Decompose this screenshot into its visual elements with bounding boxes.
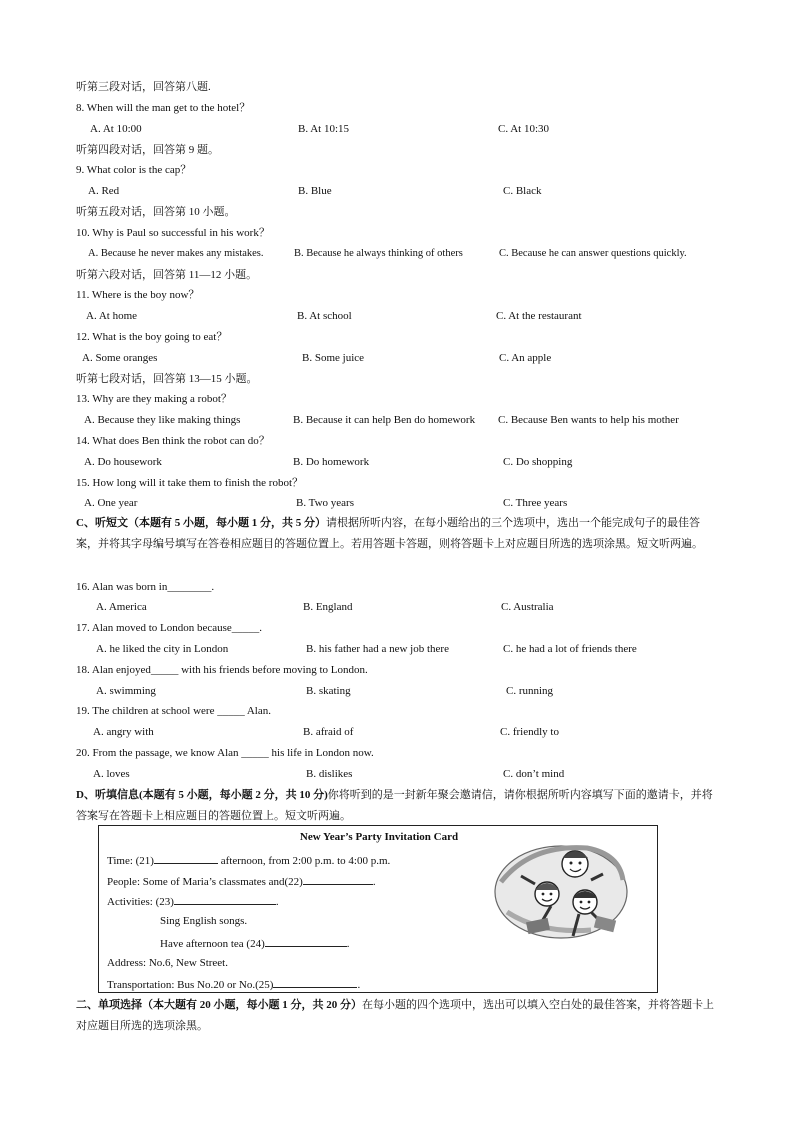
q11-option-b: B. At school (297, 310, 352, 322)
blank-23[interactable] (174, 893, 276, 905)
dialog7-intro: 听第七段对话，回答第 13—15 小题。 (76, 373, 258, 385)
q15-option-b: B. Two years (296, 497, 354, 509)
q20-option-a: A. loves (93, 768, 130, 780)
q18-text: 18. Alan enjoyed_____ with his friends before moving to London. (76, 664, 368, 676)
q10-option-a: A. Because he never makes any mistakes. (88, 248, 264, 259)
q19-option-a: A. angry with (93, 726, 154, 738)
blank-22[interactable] (303, 873, 373, 885)
part2-heading: 二、单项选择（本大题有 20 小题，每小题 1 分，共 20 分） (76, 999, 362, 1011)
card-people-label: People: Some of Maria’s classmates and(22) (107, 876, 303, 888)
q10-text: 10. Why is Paul so successful in his work？ (76, 227, 270, 239)
q10-option-b: B. Because he always thinking of others (294, 248, 463, 259)
card-transport-suffix: . (357, 979, 361, 991)
q9-option-a: A. Red (88, 185, 120, 197)
q18-option-b: B. skating (306, 685, 351, 697)
q12-option-b: B. Some juice (302, 352, 365, 364)
q11-option-c: C. At the restaurant (496, 310, 582, 322)
card-time-label: Time: (21) (107, 855, 154, 867)
dialog5-intro: 听第五段对话，回答第 10 小题。 (76, 206, 236, 218)
section-c-heading: C、听短文（本题有 5 小题，每小题 1 分，共 5 分） (76, 517, 326, 529)
q16-option-b: B. England (303, 601, 353, 613)
card-transport-label: Transportation: Bus No.20 or No.(25) (107, 979, 274, 991)
section-d-text: 你将听到的是一封新年聚会邀请信，请你根据所听内容填写下面的邀请卡，并将答案写在答题卡上相应题目的答题位置上。短文听两遍。 (76, 789, 713, 822)
q13-option-b: B. Because it can help Ben do homework (293, 414, 476, 426)
card-address-line: Address: No.6, New Street. (107, 957, 228, 969)
card-time-suffix: afternoon, from 2:00 p.m. to 4:00 p.m. (217, 855, 391, 867)
q15-option-a: A. One year (84, 497, 138, 509)
blank-24[interactable] (265, 935, 347, 947)
section-c-instructions (76, 513, 718, 555)
q13-option-c: C. Because Ben wants to help his mother (498, 414, 679, 426)
q14-option-b: B. Do homework (293, 456, 370, 468)
invitation-card (98, 825, 658, 993)
q8-text: 8. When will the man get to the hotel？ (76, 102, 251, 114)
blank-25[interactable] (273, 976, 357, 988)
q12-option-c: C. An apple (499, 352, 552, 364)
card-activities-line (107, 893, 279, 909)
q14-option-c: C. Do shopping (503, 456, 573, 468)
q17-option-c: C. he had a lot of friends there (503, 643, 637, 655)
card-people-line (107, 873, 376, 889)
q16-option-c: C. Australia (501, 601, 554, 613)
q11-option-a: A. At home (86, 310, 138, 322)
card-people-suffix: . (372, 876, 376, 888)
q19-option-b: B. afraid of (303, 726, 354, 738)
card-activities-suffix: . (275, 896, 279, 908)
q11-text: 11. Where is the boy now？ (76, 289, 200, 301)
q19-text: 19. The children at school were _____ Alan. (76, 705, 271, 717)
section-d-instructions (76, 785, 718, 827)
dialog4-intro: 听第四段对话，回答第 9 题。 (76, 144, 219, 156)
q13-text: 13. Why are they making a robot？ (76, 393, 232, 405)
part2-text: 在每小题的四个选项中，选出可以填入空白处的最佳答案，并将答题卡上对应题目所选的选项涂黑。 (76, 999, 714, 1032)
q10-option-c: C. Because he can answer questions quickly. (499, 248, 687, 259)
q8-option-c: C. At 10:30 (498, 123, 550, 135)
section-d-heading: D、听填信息(本题有 5 小题，每小题 2 分，共 10 分) (76, 789, 328, 801)
q16-text: 16. Alan was born in________. (76, 581, 215, 593)
q16-option-a: A. America (96, 601, 147, 613)
q15-text: 15. How long will it take them to finish the robot？ (76, 477, 304, 489)
card-title: New Year’s Party Invitation Card (299, 831, 459, 843)
card-transport-line (107, 976, 360, 992)
q9-text: 9. What color is the cap？ (76, 164, 192, 176)
q17-option-a: A. he liked the city in London (96, 643, 229, 655)
card-time-line (107, 852, 390, 868)
section-c-text: 请根据所听内容，在每小题给出的三个选项中，选出一个能完成句子的最佳答案，并将其字母编号填写在答卷相应题目的答题位置上。若用答题卡答题，则将答题卡上对应题目所选的选项涂黑。短文听两遍。 (76, 517, 703, 550)
card-sing-line: Sing English songs. (160, 915, 248, 927)
q13-option-a: A. Because they like making things (84, 414, 241, 426)
q20-text: 20. From the passage, we know Alan _____ his life in London now. (76, 747, 374, 759)
q20-option-b: B. dislikes (306, 768, 353, 780)
q18-option-a: A. swimming (96, 685, 156, 697)
q9-option-b: B. Blue (298, 185, 332, 197)
q17-text: 17. Alan moved to London because_____. (76, 622, 263, 634)
party-children-illustration (491, 834, 631, 946)
card-tea-label: Have afternoon tea (24) (160, 938, 265, 950)
q12-text: 12. What is the boy going to eat？ (76, 331, 228, 343)
dialog6-intro: 听第六段对话，回答第 11—12 小题。 (76, 269, 258, 281)
dialog3-intro: 听第三段对话，回答第八题. (76, 81, 211, 93)
card-activities-label: Activities: (23) (107, 896, 174, 908)
q18-option-c: C. running (506, 685, 554, 697)
q8-option-b: B. At 10:15 (298, 123, 350, 135)
q14-option-a: A. Do housework (84, 456, 162, 468)
q15-option-c: C. Three years (503, 497, 568, 509)
card-tea-suffix: . (346, 938, 350, 950)
q12-option-a: A. Some oranges (82, 352, 158, 364)
card-tea-line (160, 935, 350, 951)
q8-option-a: A. At 10:00 (90, 123, 142, 135)
q14-text: 14. What does Ben think the robot can do？ (76, 435, 270, 447)
q9-option-c: C. Black (503, 185, 542, 197)
blank-21[interactable] (154, 852, 218, 864)
q19-option-c: C. friendly to (500, 726, 559, 738)
q20-option-c: C. don’t mind (503, 768, 565, 780)
q17-option-b: B. his father had a new job there (306, 643, 449, 655)
part2-instructions (76, 995, 718, 1037)
